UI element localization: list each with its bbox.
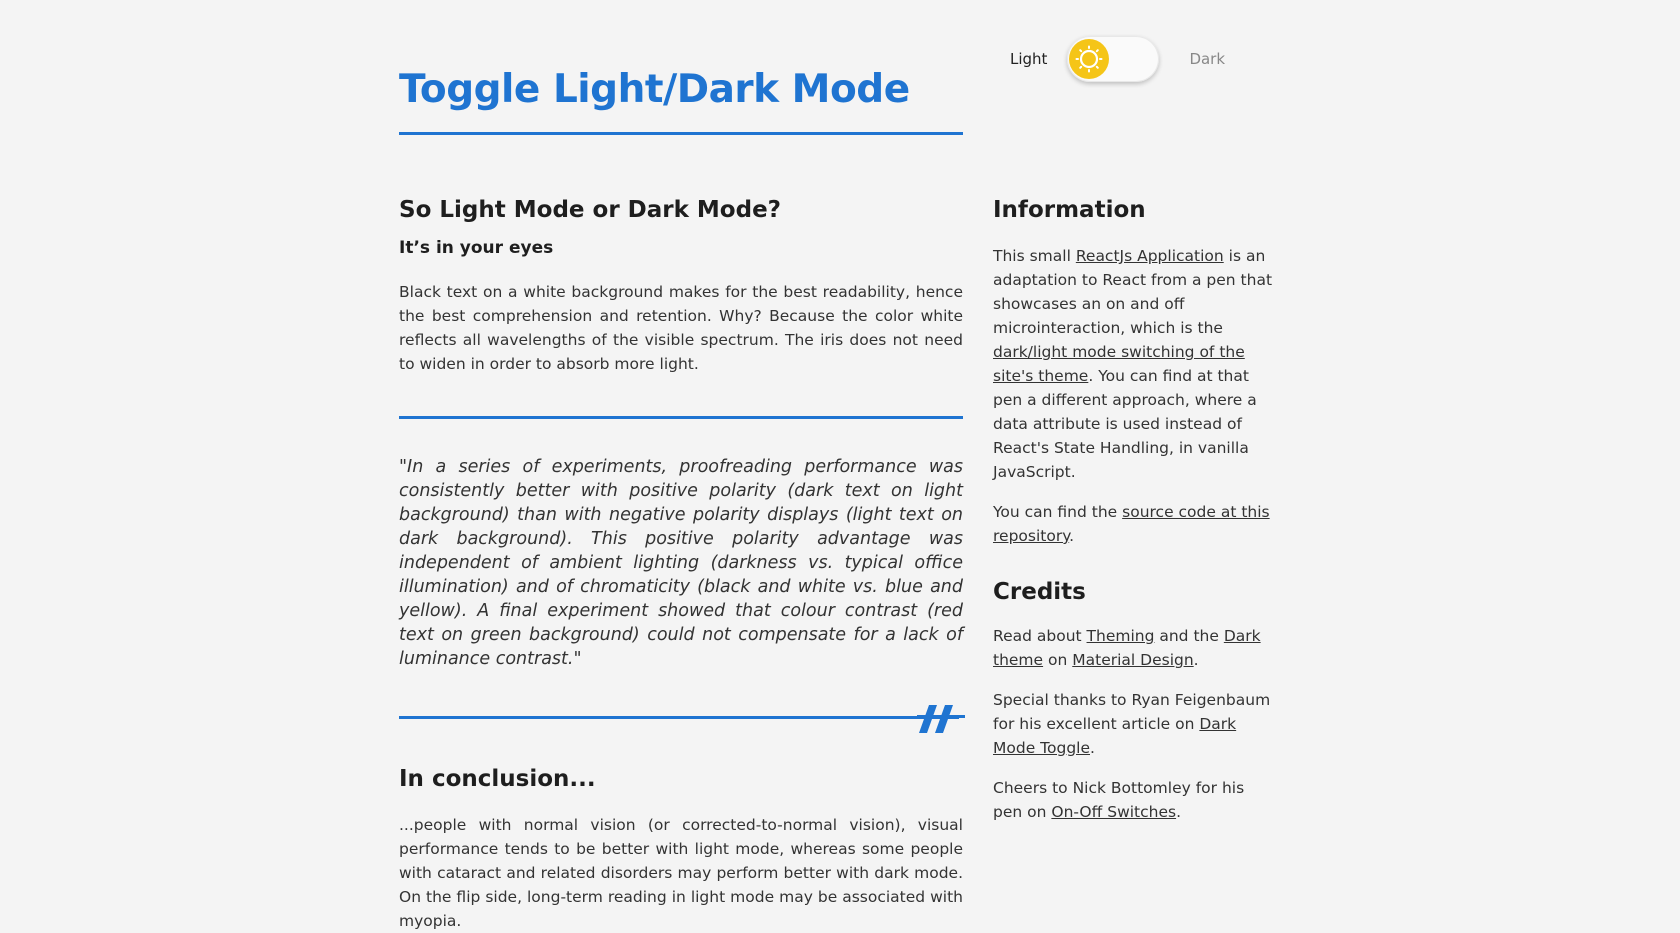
- theme-switching-link[interactable]: dark/light mode switching of the site's theme: [993, 343, 1245, 385]
- light-label: Light: [1010, 50, 1048, 68]
- section-heading: So Light Mode or Dark Mode?: [399, 197, 782, 223]
- quote-divider: [399, 705, 963, 735]
- credits-heading: Credits: [993, 579, 1086, 605]
- reactjs-app-link[interactable]: ReactJs Application: [1075, 247, 1224, 265]
- dark-mode-toggle-link[interactable]: Dark Mode Toggle: [993, 715, 1237, 757]
- conclusion-heading: In conclusion...: [399, 766, 596, 792]
- theming-link[interactable]: Theming: [1086, 627, 1155, 645]
- section-paragraph: Black text on a white background makes for the best readability, hence the best comprehension and retention. Why? Because the color white reflects all wavelengths of the visible spectrum. The iris does not need to widen in order to absorb more light.: [399, 283, 963, 373]
- quote-mark-icon: [917, 703, 965, 735]
- information-heading: Information: [993, 197, 1146, 223]
- material-design-link[interactable]: Material Design: [1072, 651, 1194, 669]
- theme-switch[interactable]: [1067, 36, 1159, 82]
- main-content: [399, 190, 963, 933]
- credits-paragraph-material: Read about Theming and the Dark theme on Material Design.: [993, 627, 1261, 669]
- sidebar: [993, 190, 1278, 824]
- page-title: Toggle Light/Dark Mode: [399, 67, 910, 112]
- credits-paragraph-nick: Cheers to Nick Bottomley for his pen on On-Off Switches.: [993, 779, 1245, 821]
- on-off-switches-link[interactable]: On-Off Switches: [1051, 803, 1177, 821]
- section-divider: [399, 416, 963, 419]
- source-code-paragraph: You can find the source code at this repository.: [993, 503, 1270, 545]
- section-subheading: It’s in your eyes: [399, 238, 554, 258]
- conclusion-paragraph: ...people with normal vision (or corrected-to-normal vision), visual performance tends to be better with light mode, whereas some people with cataract and related disorders may perform better with dark mode. On the flip side, long-term reading in light mode may be associated with myopia.: [399, 816, 963, 930]
- information-paragraph: This small ReactJs Application is an adaptation to React from a pen that showcases an on and off microinteraction, which is the dark/light mode switching of the site's theme. You can find at that pen a different approach, where a data attribute is used instead of React's State Handling, in vanilla JavaScript.: [993, 247, 1273, 481]
- dark-theme-link[interactable]: Dark theme: [993, 627, 1261, 669]
- page-header: [399, 62, 963, 135]
- blockquote: "In a series of experiments, proofreading performance was consistently better with positive polarity (dark text on light background) than with negative polarity displays (light text on dark background). This positive polarity advantage was independent of ambient lighting (darkness vs. typical office illumination) and of chromaticity (black and white vs. blue and yellow). A final experiment showed that colour contrast (red text on green background) could not compensate for a lack of luminance contrast.": [399, 457, 963, 669]
- title-divider: [399, 132, 963, 135]
- source-code-link[interactable]: source code at this repository: [993, 503, 1270, 545]
- dark-label: Dark: [1189, 50, 1226, 68]
- sun-icon: [1069, 39, 1109, 79]
- credits-paragraph-ryan: Special thanks to Ryan Feigenbaum for his excellent article on Dark Mode Toggle.: [993, 691, 1271, 757]
- theme-toggle: [1010, 34, 1300, 84]
